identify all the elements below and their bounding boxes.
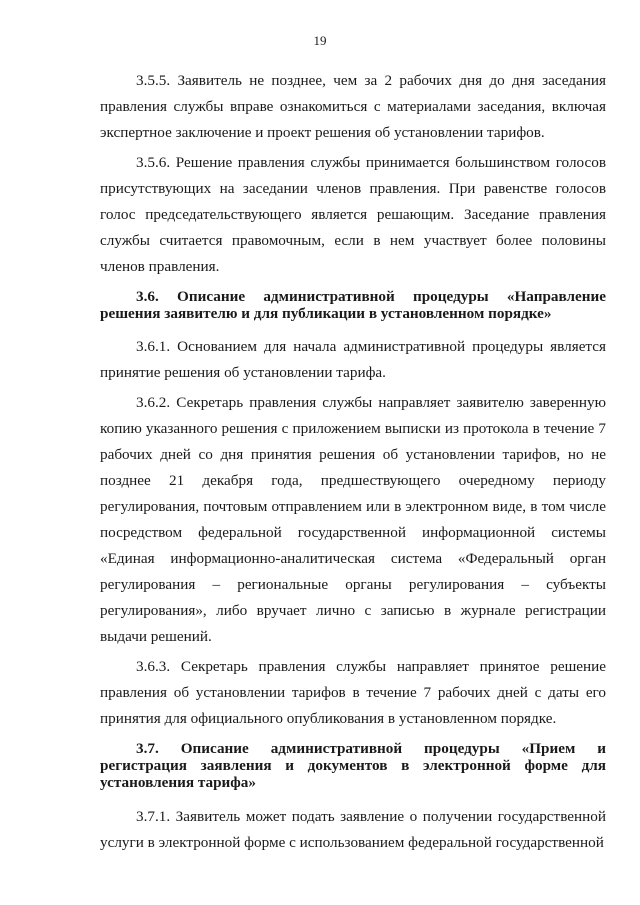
paragraph-3-5-6: 3.5.6. Решение правления службы принимается большинством голосов присутствующих на заседании членов правления. При равенстве голосов голос председательствующего является решающим. Заседание правления службы считается правомочным, если в нем участвует более половины членов правления. (100, 154, 606, 275)
section-heading-3-7: 3.7. Описание административной процедуры «Прием и регистрация заявления и документов в электронной форме для установления тарифа» (100, 740, 606, 791)
section-heading-3-6: 3.6. Описание административной процедуры «Направление решения заявителю и для публикации в установленном порядке» (100, 288, 606, 322)
paragraph-3-5-5: 3.5.5. Заявитель не позднее, чем за 2 рабочих дня до дня заседания правления службы вправе ознакомиться с материалами заседания, включая экспертное заключение и проект решения об установлении тарифов. (100, 72, 606, 141)
paragraph-3-6-2: 3.6.2. Секретарь правления службы направляет заявителю заверенную копию указанного решения с приложением выписки из протокола в течение 7 рабочих дней со дня принятия решения об установлении тарифов, но не позднее 21 декабря года, предшествующего очередному периоду регулирования, почтовым отправлением или в электронном виде, в том числе посредством федеральной государственной информационной системы «Единая информационно-аналитическая система «Федеральный орган регулирования – региональные органы регулирования – субъекты регулирования», либо вручает лично с записью в журнале регистрации выдачи решений. (100, 394, 606, 645)
paragraph-3-7-1: 3.7.1. Заявитель может подать заявление о получении государственной услуги в электронной форме с использованием федеральной государственной (100, 808, 606, 851)
page-number: 19 (313, 33, 327, 48)
document-body (100, 68, 606, 856)
paragraph-3-6-3: 3.6.3. Секретарь правления службы направляет принятое решение правления об установлении тарифов в течение 7 рабочих дней с даты его принятия для официального опубликования в установленном порядке. (100, 658, 606, 727)
paragraph-3-6-1: 3.6.1. Основанием для начала административной процедуры является принятие решения об установлении тарифа. (100, 338, 606, 381)
